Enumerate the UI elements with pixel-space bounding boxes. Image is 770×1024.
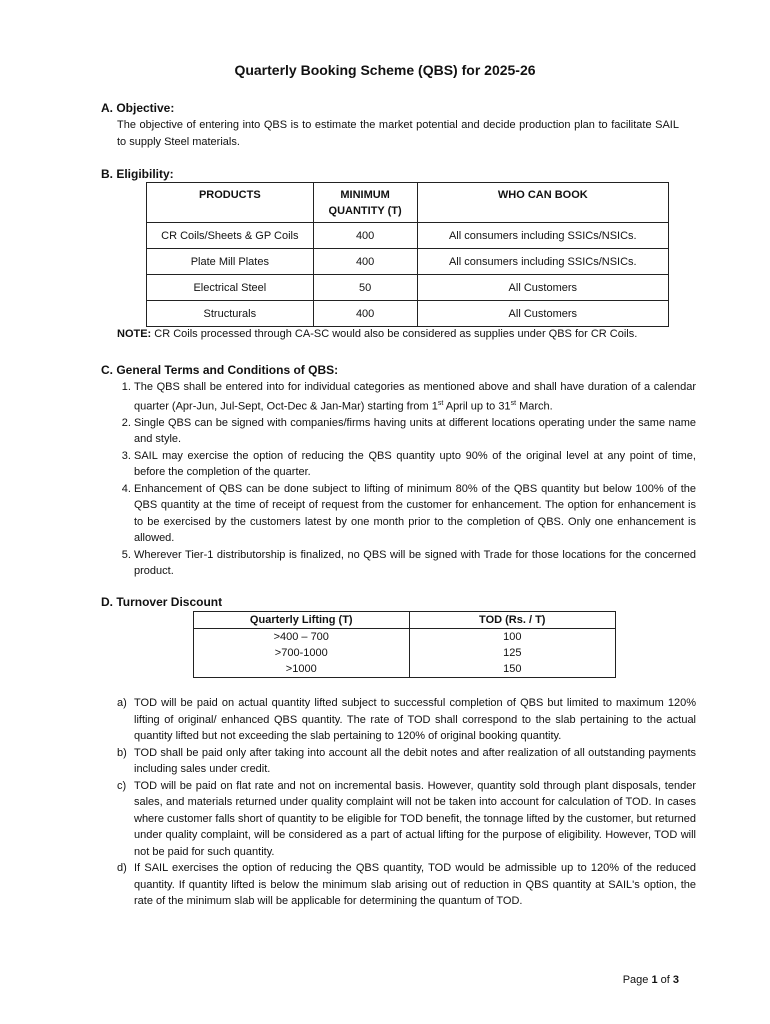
terms-heading: C. General Terms and Conditions of QBS:: [101, 363, 339, 377]
page-number: [623, 974, 679, 986]
table-cell: 400: [313, 249, 417, 275]
objective-text: The objective of entering into QBS is to estimate the market potential and decide production plan to facilitate SAIL to supply Steel materials.: [117, 119, 679, 148]
total-pages: 3: [672, 974, 679, 986]
column-header: TOD (Rs. / T): [409, 612, 615, 629]
table-cell: 50: [313, 275, 417, 301]
page-title: Quarterly Booking Scheme (QBS) for 2025-26: [234, 62, 536, 78]
list-item: [117, 745, 696, 778]
note-label: NOTE:: [117, 328, 152, 340]
table-cell: All consumers including SSICs/NSICs.: [417, 249, 668, 275]
table-cell: Plate Mill Plates: [147, 249, 314, 275]
objective-heading: A. Objective:: [101, 101, 175, 115]
table-cell: >700-1000: [194, 645, 410, 661]
terms-list: [117, 379, 696, 580]
table-row: [147, 275, 669, 301]
turnover-points-list: [117, 695, 696, 910]
current-page: 1: [651, 974, 658, 986]
list-item: [134, 379, 696, 415]
table-cell: Electrical Steel: [147, 275, 314, 301]
table-cell: >400 – 700: [194, 629, 410, 646]
table-row: [194, 629, 616, 646]
eligibility-heading: B. Eligibility:: [101, 167, 174, 181]
list-item: 5. Wherever Tier-1 distributorship is finalized, no QBS will be signed with Trade for those locations for the concerned product.: [134, 547, 696, 580]
table-cell: 125: [409, 645, 615, 661]
list-marker: b): [117, 746, 127, 759]
term-text: The QBS shall be entered into for individual categories as mentioned above and shall have duration of a calendar quarter (Apr-Jun, Jul-Sept, Oct-Dec & Jan-Mar) starting from 1: [134, 381, 696, 413]
eligibility-table: [146, 182, 669, 327]
list-item: [117, 695, 696, 745]
point-text: TOD shall be paid only after taking into account all the debit notes and after realization of all outstanding payments including sales under credit.: [134, 746, 696, 775]
table-row: [147, 301, 669, 327]
point-text: TOD will be paid on flat rate and not on incremental basis. However, quantity sold through plant disposals, tender sales, and materials returned under quality complaint will not be taken into account for calculation of TOD. In cases where customer falls short of quantity to be eligible for TOD benefit, the tonnage lifted by the customer, but returned under quality complaint, will be considered as a part of actual lifting for the purpose of eligibility. However, TOD will not be paid for such quantity.: [134, 779, 696, 858]
eligibility-note: [117, 328, 637, 340]
column-header: Quarterly Lifting (T): [194, 612, 410, 629]
table-row: [194, 645, 616, 661]
table-cell: 150: [409, 661, 615, 678]
table-header-row: [147, 183, 669, 223]
table-cell: All consumers including SSICs/NSICs.: [417, 223, 668, 249]
list-item: 4. Enhancement of QBS can be done subject to lifting of minimum 80% of the QBS quantity but below 100% of the QBS quantity at the time of receipt of request from the customer for enhancement. The option for enhancement is to be exercised by the customers latest by one month prior to the completion of QBS. Only one enhancement is allowed.: [134, 481, 696, 547]
note-text: CR Coils processed through CA-SC would also be considered as supplies under QBS for CR Coils.: [151, 328, 638, 340]
ordinal-suffix: st: [437, 399, 444, 407]
table-cell: CR Coils/Sheets & GP Coils: [147, 223, 314, 249]
table-cell: All Customers: [417, 275, 668, 301]
list-marker: c): [117, 779, 127, 792]
turnover-table: [193, 611, 616, 678]
list-marker: a): [117, 697, 127, 709]
table-cell: 400: [313, 301, 417, 327]
list-item: [117, 860, 696, 910]
point-text: TOD will be paid on actual quantity lifted subject to successful completion of QBS but limited to maximum 120% lifting of original/ enhanced QBS quantity. The rate of TOD shall correspond to the slab pertaining to the actual quantity lifted but not exceeding the slab pertaining to 120% of original booking quantity.: [134, 697, 696, 742]
column-header: PRODUCTS: [147, 183, 314, 223]
column-header: [313, 183, 417, 223]
list-item: [117, 778, 696, 861]
table-cell: All Customers: [417, 301, 668, 327]
term-text: April up to 31: [443, 400, 511, 413]
table-row: [147, 249, 669, 275]
column-header-text: MINIMUM QUANTITY (T): [328, 189, 402, 217]
point-text: If SAIL exercises the option of reducing the QBS quantity, TOD would be admissible up to 120% of the reduced quantity. If quantity lifted is below the minimum slab arising out of reduction in QBS quantity at SAIL's option, the rate of the minimum slab will be applicable for determining the quantum of TOD.: [134, 862, 696, 907]
table-cell: 100: [409, 629, 615, 646]
table-cell: >1000: [194, 661, 410, 678]
of-label: of: [657, 974, 673, 986]
table-row: [147, 223, 669, 249]
turnover-heading: D. Turnover Discount: [101, 595, 223, 609]
list-item: 2. Single QBS can be signed with companies/firms having units at different locations operating under the same name and style.: [134, 415, 696, 448]
table-row: [194, 661, 616, 678]
term-text: March.: [516, 400, 553, 413]
list-marker: d): [117, 862, 127, 874]
list-item: 3. SAIL may exercise the option of reducing the QBS quantity upto 90% of the original level at any point of time, before the completion of the quarter.: [134, 448, 696, 481]
ordinal-suffix: st: [510, 399, 517, 407]
table-header-row: [194, 612, 616, 629]
table-cell: Structurals: [147, 301, 314, 327]
column-header: WHO CAN BOOK: [417, 183, 668, 223]
table-cell: 400: [313, 223, 417, 249]
page-label: Page: [622, 974, 652, 986]
